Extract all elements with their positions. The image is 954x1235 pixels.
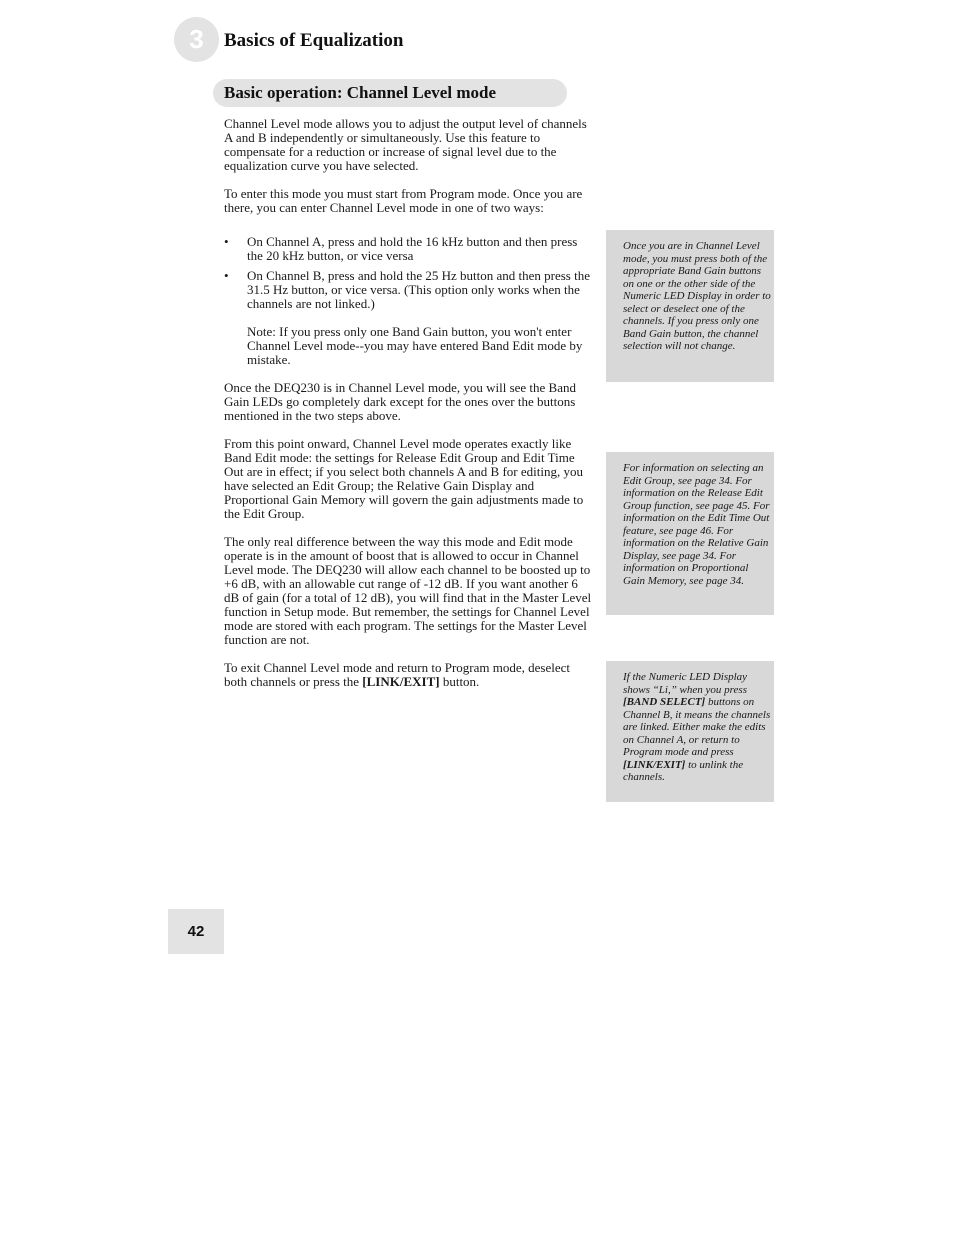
bullet-marker: •: [224, 234, 229, 249]
note-paragraph: Note: If you press only one Band Gain button, you won't enter Channel Level mode--you may have entered Band Edit mode by mistake.: [247, 324, 583, 367]
chapter-number-badge: [174, 17, 219, 62]
paragraph-leds: Once the DEQ230 is in Channel Level mode, you will see the Band Gain LEDs go completely dark except for the ones over the buttons mentioned in the two steps above.: [224, 380, 577, 423]
list-item-text: On Channel A, press and hold the 16 kHz button and then press the 20 kHz button, or vice versa: [247, 234, 578, 263]
chapter-title: Basics of Equalization: [224, 30, 404, 51]
section-title: Basic operation: Channel Level mode: [224, 83, 496, 102]
sidebar-text-start: If the Numeric LED Display shows “Li,” when you press: [623, 671, 748, 696]
sidebar-note-linked: [606, 661, 774, 802]
exit-text-start: To exit Channel Level mode and return to Program mode, deselect both channels or press the: [224, 660, 571, 689]
sidebar-text: For information on selecting an Edit Group, see page 34. For information on the Release Edit Group function, see page 45. For information on the Edit Time Out feature, see page 46. For information on the Relative Gain Display, see page 34. For information on Proportional Gain Memory, see page 34.: [623, 462, 770, 587]
paragraph-enter-mode: To enter this mode you must start from Program mode. Once you are there, you can enter Channel Level mode in one of two ways:: [224, 186, 583, 215]
sidebar-text-end: to unlink the channels.: [623, 758, 744, 783]
paragraph-boost: The only real difference between the way this mode and Edit mode operate is in the amount of boost that is allowed to occur in Channel Level mode. The DEQ230 will allow each channel to be boosted up to +6 dB, with an allowable cut range of -12 dB. If you want another 6 dB of gain (for a total of 12 dB), you will find that in the Master Level function in Setup mode. But remember, the settings for Channel Level mode are stored with each program. The settings for the Master Level function are not.: [224, 534, 592, 647]
section-heading: [213, 79, 567, 107]
link-exit-label: [LINK/EXIT]: [623, 758, 686, 771]
page-number-box: [168, 909, 224, 954]
bullet-marker: •: [224, 268, 229, 283]
link-exit-label: [LINK/EXIT]: [362, 674, 440, 689]
list-item: [224, 235, 592, 263]
paragraph-band-edit: From this point onward, Channel Level mode operates exactly like Band Edit mode: the settings for Release Edit Group and Edit Time Out are in effect; if you select both channels A and B for editing, you have selected an Edit Group; the Relative Gain Display and Proportional Gain Memory will govern the gain adjustments made to the Edit Group.: [224, 436, 584, 521]
paragraph-intro: Channel Level mode allows you to adjust the output level of channels A and B independently or simultaneously. Use this feature to compensate for a reduction or increase of signal level due to the equalization curve you have selected.: [224, 116, 587, 173]
band-select-label: [BAND SELECT]: [623, 696, 706, 708]
chapter-number: 3: [189, 24, 204, 54]
page-number: 42: [187, 923, 205, 940]
sidebar-note-channel-select: [606, 230, 774, 382]
paragraph-exit: [224, 661, 592, 689]
list-item: [224, 269, 592, 311]
body-column-top: [224, 117, 592, 229]
sidebar-note-references: [606, 452, 774, 615]
exit-text-end: button.: [439, 674, 480, 689]
sidebar-text-middle: buttons on Channel B, it means the channels are linked. Either make the edits on Channel A, or return to Program mode and press: [623, 696, 771, 758]
bullet-list: [224, 235, 592, 311]
list-item-text: On Channel B, press and hold the 25 Hz button and then press the 31.5 Hz button, or vice versa. (This option only works when the channels are not linked.): [247, 268, 590, 311]
body-column-main: [224, 235, 592, 703]
sidebar-text: Once you are in Channel Level mode, you must press both of the appropriate Band Gain buttons on one or the other side of the Numeric LED Display in order to select or deselect one of the channels. If you press only one Band Gain button, the channel selection will not change.: [623, 240, 771, 352]
